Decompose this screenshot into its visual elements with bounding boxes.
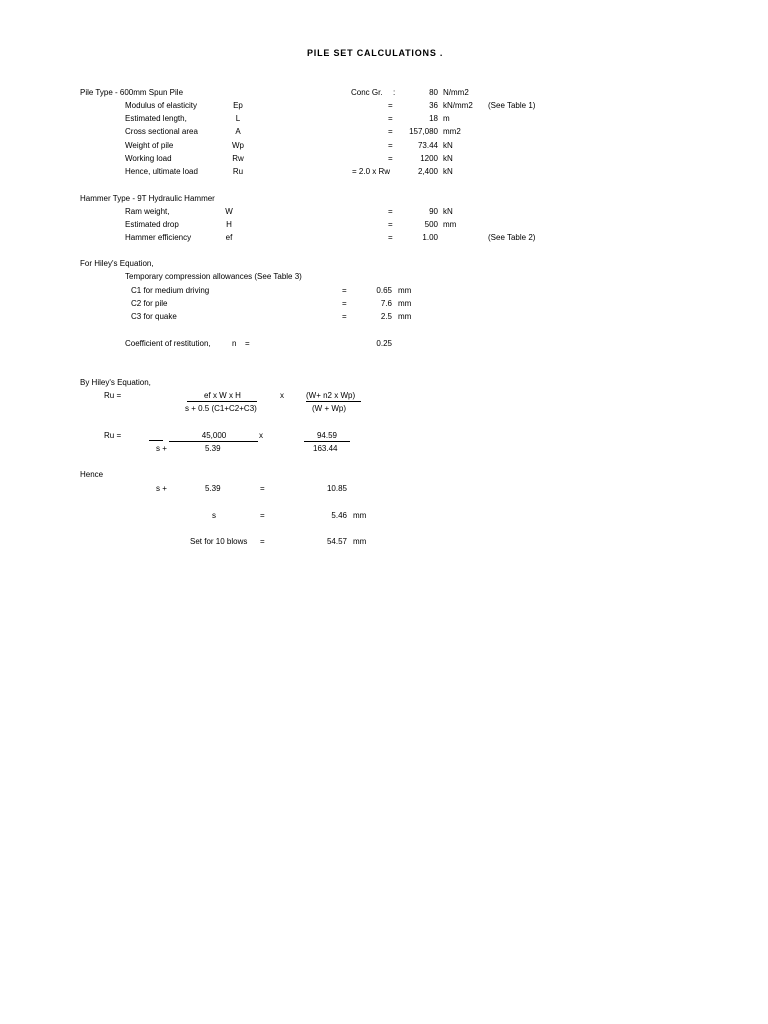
set-value: 54.57 (326, 537, 347, 546)
pile-row-value: 157,080 (409, 127, 438, 137)
hammer-row-equals: = (388, 220, 393, 230)
pile-row-symbol: Wp (232, 140, 244, 150)
pile-row-symbol: Rw (232, 153, 244, 163)
ru-label-2: Ru = (104, 431, 122, 440)
compression-row-unit: mm (398, 286, 412, 295)
compression-row-label: C1 for medium driving (131, 286, 210, 295)
pile-row-label: Estimated length, (125, 114, 187, 124)
pile-row-equals: = (388, 114, 393, 124)
hammer-row-symbol: ef (225, 233, 233, 243)
pile-row-symbol: L (235, 114, 241, 124)
s-plus-label: s + (156, 484, 167, 493)
hammer-row-symbol: W (225, 207, 233, 216)
temp-compression-label: Temporary compression allowances (See Table 3) (125, 272, 302, 281)
compression-row-value: 2.5 (380, 312, 392, 322)
s-unit: mm (353, 511, 367, 520)
pile-row-equals: = (388, 153, 393, 163)
pile-row-equals: = (388, 140, 393, 150)
pile-row-label: Modulus of elasticity (125, 101, 198, 110)
multiply-sign-1: x (280, 391, 284, 400)
pile-row-value: 18 (429, 114, 438, 124)
equation-numerator-4: 94.59 (316, 431, 338, 440)
conc-grade-colon: : (393, 88, 396, 97)
ru-label-1: Ru = (104, 391, 122, 400)
hammer-row-unit: mm (443, 220, 457, 230)
blank-underline (149, 440, 163, 441)
equation-denominator-1: s + 0.5 (C1+C2+C3) (185, 404, 257, 413)
pile-row-value: 36 (429, 101, 438, 110)
hammer-row-value: 90 (429, 207, 438, 216)
hiley-heading: For Hiley's Equation, (80, 259, 154, 268)
fraction-bar-3 (169, 441, 258, 442)
set-unit: mm (353, 537, 367, 546)
pile-row-symbol: Ep (233, 101, 243, 110)
conc-grade-value: 80 (429, 88, 438, 97)
hammer-row-value: 1.00 (422, 233, 438, 243)
hammer-row-value: 500 (424, 220, 438, 230)
s-label: s (212, 511, 216, 520)
compression-row-unit: mm (398, 299, 412, 309)
hammer-type: Hammer Type - 9T Hydraulic Hammer (80, 194, 215, 203)
equals-sign-1: = (260, 484, 265, 493)
s-value: 5.46 (331, 511, 347, 520)
pile-row-value: 73.44 (417, 140, 438, 150)
compression-row-equals: = (342, 299, 347, 309)
conc-grade-label: Conc Gr. (351, 88, 383, 97)
compression-row-equals: = (342, 312, 347, 322)
pile-row-unit: kN (443, 153, 453, 163)
hammer-row-unit: kN (443, 207, 453, 216)
multiply-sign-2: x (259, 431, 263, 440)
pile-row-label: Weight of pile (125, 140, 174, 150)
equation-heading: By Hiley's Equation, (80, 378, 151, 387)
equation-denominator-3a: s + (156, 444, 167, 453)
equation-numerator-3: 45,000 (201, 431, 227, 440)
pile-row-unit: kN (443, 167, 453, 176)
pile-row-equals: = (388, 127, 393, 137)
fraction-bar-1 (187, 401, 257, 402)
pile-row-symbol: Ru (232, 167, 244, 176)
hammer-row-label: Hammer efficiency (125, 233, 192, 243)
equation-denominator-4: 163.44 (313, 444, 338, 453)
equation-denominator-3b: 5.39 (205, 444, 221, 453)
pile-row-unit: mm2 (443, 127, 461, 137)
pile-row-unit: m (443, 114, 450, 124)
compression-row-equals: = (342, 286, 347, 295)
pile-row-note: (See Table 1) (488, 101, 536, 110)
compression-row-value: 0.65 (376, 286, 392, 295)
equals-sign-3: = (260, 537, 265, 546)
restitution-symbol: n (232, 339, 237, 348)
compression-row-label: C3 for quake (131, 312, 177, 322)
s-plus-value: 5.39 (205, 484, 221, 493)
equation-numerator-1: ef x W x H (204, 391, 241, 400)
hammer-row-symbol: H (226, 220, 232, 230)
hammer-row-label: Ram weight, (125, 207, 170, 216)
set-for-10-blows-label: Set for 10 blows (190, 537, 248, 546)
equation-denominator-2: (W + Wp) (312, 404, 346, 413)
pile-row-value: 2,400 (417, 167, 438, 176)
pile-row-equals: = (388, 101, 393, 110)
result-value-1: 10.85 (326, 484, 347, 493)
pile-row-label: Hence, ultimate load (125, 167, 198, 176)
restitution-label: Coefficient of restitution, (125, 339, 211, 348)
hammer-row-label: Estimated drop (125, 220, 179, 230)
hammer-row-equals: = (388, 207, 393, 216)
hammer-row-note: (See Table 2) (488, 233, 536, 243)
restitution-equals: = (245, 339, 250, 348)
pile-row-equals: = 2.0 x Rw (352, 167, 391, 176)
pile-row-value: 1200 (420, 153, 438, 163)
hence-label: Hence (80, 470, 104, 479)
hammer-row-equals: = (388, 233, 393, 243)
pile-row-unit: kN/mm2 (443, 101, 473, 110)
equals-sign-2: = (260, 511, 265, 520)
fraction-bar-4 (304, 441, 350, 442)
pile-type: Pile Type - 600mm Spun Pile (80, 88, 184, 97)
compression-row-value: 7.6 (380, 299, 392, 309)
pile-row-symbol: A (235, 127, 241, 137)
pile-row-label: Working load (125, 153, 172, 163)
pile-row-label: Cross sectional area (125, 127, 198, 137)
equation-numerator-2: (W+ n2 x Wp) (306, 391, 356, 400)
restitution-value: 0.25 (376, 339, 392, 348)
conc-grade-unit: N/mm2 (443, 88, 469, 97)
compression-row-label: C2 for pile (131, 299, 168, 309)
compression-row-unit: mm (398, 312, 412, 322)
page-title: PILE SET CALCULATIONS . (307, 48, 444, 58)
numerator-2-underline (306, 401, 361, 402)
pile-row-unit: kN (443, 140, 453, 150)
